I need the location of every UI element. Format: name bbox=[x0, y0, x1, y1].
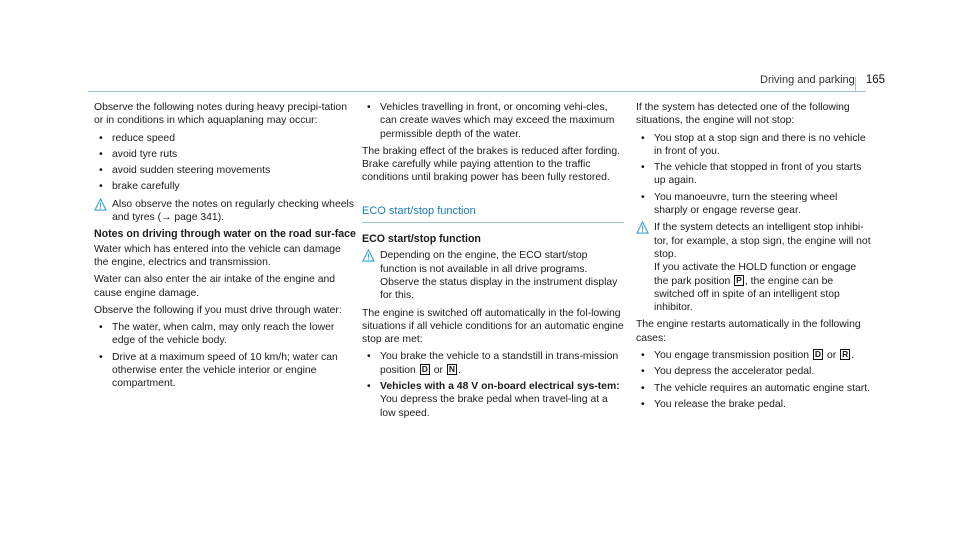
section-title: ECO start/stop function bbox=[362, 205, 624, 223]
info-icon bbox=[636, 221, 649, 234]
list-item: • You depress the accelerator pedal. bbox=[636, 365, 872, 378]
text: You engage transmission position bbox=[654, 350, 810, 362]
text: If you activate the HOLD function or engage the park position bbox=[654, 262, 857, 287]
gear-d-symbol: D bbox=[814, 349, 822, 360]
bullet-list bbox=[636, 132, 872, 218]
list-item: • You manoeuvre, turn the steering wheel sharply or engage reverse gear. bbox=[636, 191, 872, 218]
list-item: • You release the brake pedal. bbox=[636, 398, 872, 411]
note bbox=[362, 249, 624, 302]
list-item bbox=[636, 349, 872, 362]
gear-r-symbol: R bbox=[842, 349, 849, 360]
bullet-list bbox=[362, 350, 624, 419]
info-icon bbox=[94, 198, 107, 211]
list-item: • The vehicle that stopped in front of you starts up again. bbox=[636, 161, 872, 188]
paragraph: The engine is switched off automatically in the fol-lowing situations if all vehicle conditions for an automatic engine stop are met: bbox=[362, 307, 624, 346]
note bbox=[636, 221, 872, 314]
note-text: If the system detects an intelligent stop inhibi-tor, for example, a stop sign, the engine will not stop. bbox=[654, 222, 871, 260]
bullet-list bbox=[362, 101, 624, 141]
note-text: Also observe the notes on regularly checking wheels and tyres (→ page 341). bbox=[112, 198, 355, 224]
list-item bbox=[362, 350, 624, 377]
bullet-list bbox=[94, 132, 356, 194]
header-divider bbox=[855, 77, 856, 91]
note-text: Depending on the engine, the ECO start/stop function is not available in all drive programs. Observe the status display in the instrument display for this. bbox=[380, 250, 618, 302]
text: You depress the brake pedal when travel-ling at a low speed. bbox=[380, 394, 608, 419]
text: , the engine can be switched off in spite of an intelligent stop inhibitor. bbox=[654, 275, 840, 314]
column-2 bbox=[362, 101, 624, 424]
page-number: 165 bbox=[865, 74, 886, 86]
note-text bbox=[654, 261, 872, 314]
column-3 bbox=[636, 101, 872, 415]
paragraph: The engine restarts automatically in the following cases: bbox=[636, 319, 861, 344]
list-item: • The water, when calm, may only reach the lower edge of the vehicle body. bbox=[94, 321, 356, 348]
list-item: • brake carefully bbox=[94, 180, 356, 193]
text: . bbox=[458, 364, 461, 376]
list-item bbox=[362, 380, 624, 420]
gear-d-symbol: D bbox=[421, 363, 428, 374]
paragraph: Water can also enter the air intake of the engine and cause engine damage. bbox=[94, 274, 336, 299]
bullet-list bbox=[636, 349, 872, 411]
list-item: • Vehicles travelling in front, or oncoming vehi-cles, can create waves which may exceed the maximum permissible depth of the water. bbox=[362, 101, 624, 141]
paragraph: Observe the following if you must drive through water: bbox=[94, 304, 342, 316]
column-1 bbox=[94, 101, 356, 395]
bullet-list bbox=[94, 321, 356, 390]
gear-p-symbol: P bbox=[736, 274, 742, 285]
page-header bbox=[760, 74, 885, 86]
paragraph: Water which has entered into the vehicle can damage the engine, electrics and transmission. bbox=[94, 243, 341, 268]
text: You brake the vehicle to a standstill in trans-mission position bbox=[380, 351, 619, 376]
text: or bbox=[433, 364, 443, 376]
list-item: • avoid tyre ruts bbox=[94, 148, 356, 161]
text: . bbox=[851, 350, 855, 362]
section-heading: Notes on driving through water on the road sur-face bbox=[94, 228, 356, 241]
subsection-heading: ECO start/stop function bbox=[362, 233, 481, 246]
paragraph: The braking effect of the brakes is reduced after fording. Brake carefully while paying attention to the traffic conditions until braking power has been fully restored. bbox=[362, 145, 620, 184]
paragraph: Observe the following notes during heavy precipi-tation or in conditions in which aquaplaning may occur: bbox=[94, 102, 347, 127]
list-item: • Drive at a maximum speed of 10 km/h; water can otherwise enter the vehicle interior or engine compartment. bbox=[94, 351, 356, 391]
header-rule bbox=[88, 91, 866, 92]
list-item: • reduce speed bbox=[94, 132, 356, 145]
bold-lead: Vehicles with a 48 V on-board electrical sys-tem: bbox=[380, 381, 620, 393]
list-item: • The vehicle requires an automatic engine start. bbox=[636, 382, 872, 395]
text: or bbox=[826, 350, 837, 362]
list-item: • avoid sudden steering movements bbox=[94, 164, 356, 177]
info-icon bbox=[362, 249, 375, 262]
paragraph: If the system has detected one of the following situations, the engine will not stop: bbox=[636, 102, 850, 127]
note bbox=[94, 198, 356, 225]
gear-n-symbol: N bbox=[448, 363, 456, 374]
list-item: • You stop at a stop sign and there is no vehicle in front of you. bbox=[636, 132, 872, 159]
header-section-title: Driving and parking bbox=[760, 74, 855, 86]
